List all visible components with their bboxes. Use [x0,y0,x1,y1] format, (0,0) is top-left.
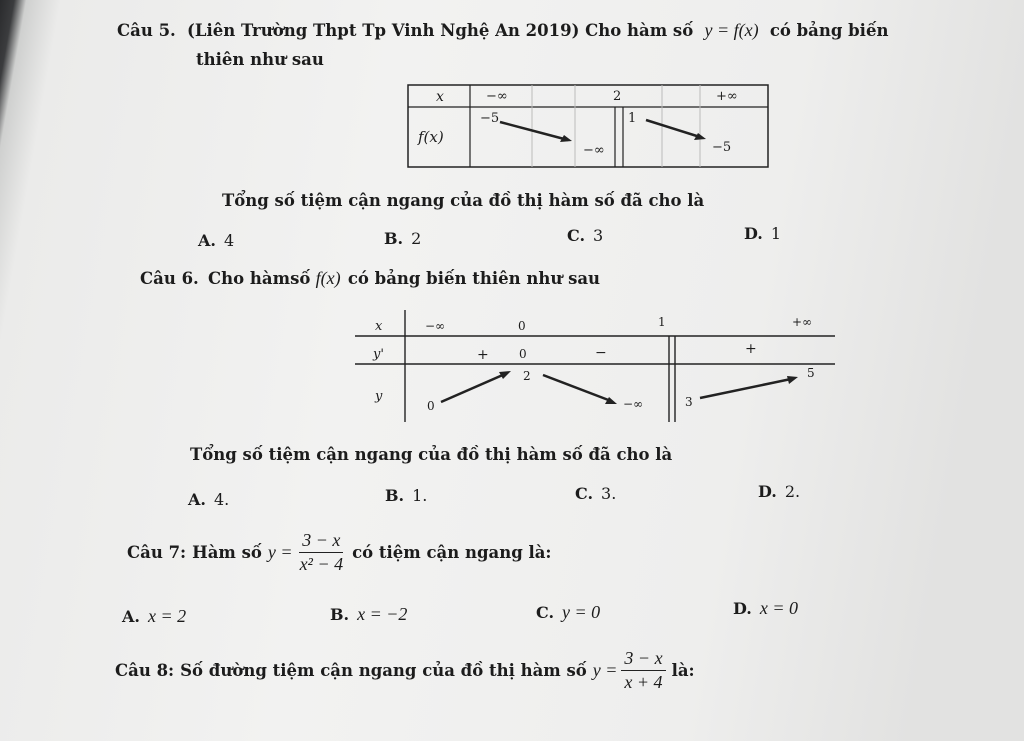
q5-y-val: −5 [712,140,732,155]
q7-func-lhs: y = [267,542,293,562]
q6-x-val: +∞ [792,315,813,329]
q6-yp-sign: + [477,347,489,363]
q6-x-val: −∞ [425,319,446,333]
q7-option-b[interactable]: B. x = −2 [330,604,408,624]
q5-func: y = f(x) [704,20,759,40]
q5-option-c[interactable]: C. 3 [567,226,604,245]
q6-option-d[interactable]: D. 2. [758,482,801,501]
q5-fx-label: f(x) [418,128,444,146]
q6-option-a[interactable]: A. 4. [188,490,230,509]
q5-x-val: 2 [613,89,622,104]
q8-label: Câu 8: [115,661,175,680]
q5-x-val: +∞ [716,89,738,104]
q8-denominator: x + 4 [624,672,663,692]
q6-x-val: 0 [518,319,526,333]
q7-label: Câu 7: [127,543,187,562]
q7-fraction [297,530,347,575]
q8-fraction [621,648,665,693]
q6-variation-table [355,308,840,426]
q6-y-label: y [375,389,383,404]
q5-option-d[interactable]: D. 1 [744,224,782,243]
q6-y-val: 2 [523,369,531,383]
q5-arrow-decrease [500,122,568,140]
q5-option-b[interactable]: B. 2 [384,229,422,248]
q7-option-d[interactable]: D. x = 0 [733,598,799,618]
q6-yp-sign: + [745,341,757,357]
q6-arrow-increase [700,379,791,398]
q7-option-c[interactable]: C. y = 0 [536,602,601,622]
q8-header: Câu 8: Số đường tiệm cận ngang của đồ thị hàm số y = $\frac{3 - x}{x + 4}$ là: [115,648,695,692]
q7-option-a[interactable]: A. x = 2 [122,606,187,626]
q6-y-val: 3 [685,395,693,409]
q6-yp-zero: 0 [519,347,527,361]
q8-numerator: 3 − x [621,648,665,671]
q5-arrow-decrease [646,120,700,137]
q7-numerator: 3 − x [299,530,343,553]
q5-y-val: −5 [480,111,500,126]
q5-tail: có bảng biến [769,21,889,40]
q6-arrow-increase [441,374,505,402]
q8-func-lhs: y = [592,660,618,680]
q5-question: Tổng số tiệm cận ngang của đồ thị hàm số đã cho là [222,191,705,210]
q6-arrow-decrease [543,375,611,401]
q6-y-val: −∞ [623,397,644,411]
q7-denominator: x² − 4 [299,554,344,574]
q5-y-val: 1 [628,111,637,126]
q6-x-val: 1 [658,315,666,329]
q5-y-val: −∞ [583,143,605,158]
q5-label: Câu 5. [117,21,176,40]
q6-option-b[interactable]: B. 1. [385,486,428,505]
q6-label: Câu 6. [140,269,199,288]
q6-y-val: 0 [427,399,435,413]
q5-x-label: x [436,89,444,105]
q5-header [117,20,888,41]
q7-header: Câu 7: Hàm số y = $\frac{3 - x}{\text{x² − 4}}$ có tiệm cận ngang là: [127,530,552,574]
q6-question: Tổng số tiệm cận ngang của đồ thị hàm số đã cho là [190,445,673,464]
q6-y-val: 5 [807,366,815,380]
q5-x-val: −∞ [486,89,508,104]
q5-line2: thiên như sau [196,50,324,69]
q6-func: f(x) [315,268,341,288]
q5-source: (Liên Trường Thpt Tp Vinh Nghệ An 2019) Cho hàm số [187,21,694,40]
q6-yp-label: y' [373,347,384,362]
q6-header: Câu 6. Cho hàmsố f(x) có bảng biến thiên như sau [140,268,601,288]
q6-option-c[interactable]: C. 3. [575,484,617,503]
q6-x-label: x [375,319,383,334]
q5-variation-table [400,82,772,172]
q6-yp-sign: − [595,345,607,361]
q5-option-a[interactable]: A. 4 [198,231,235,250]
